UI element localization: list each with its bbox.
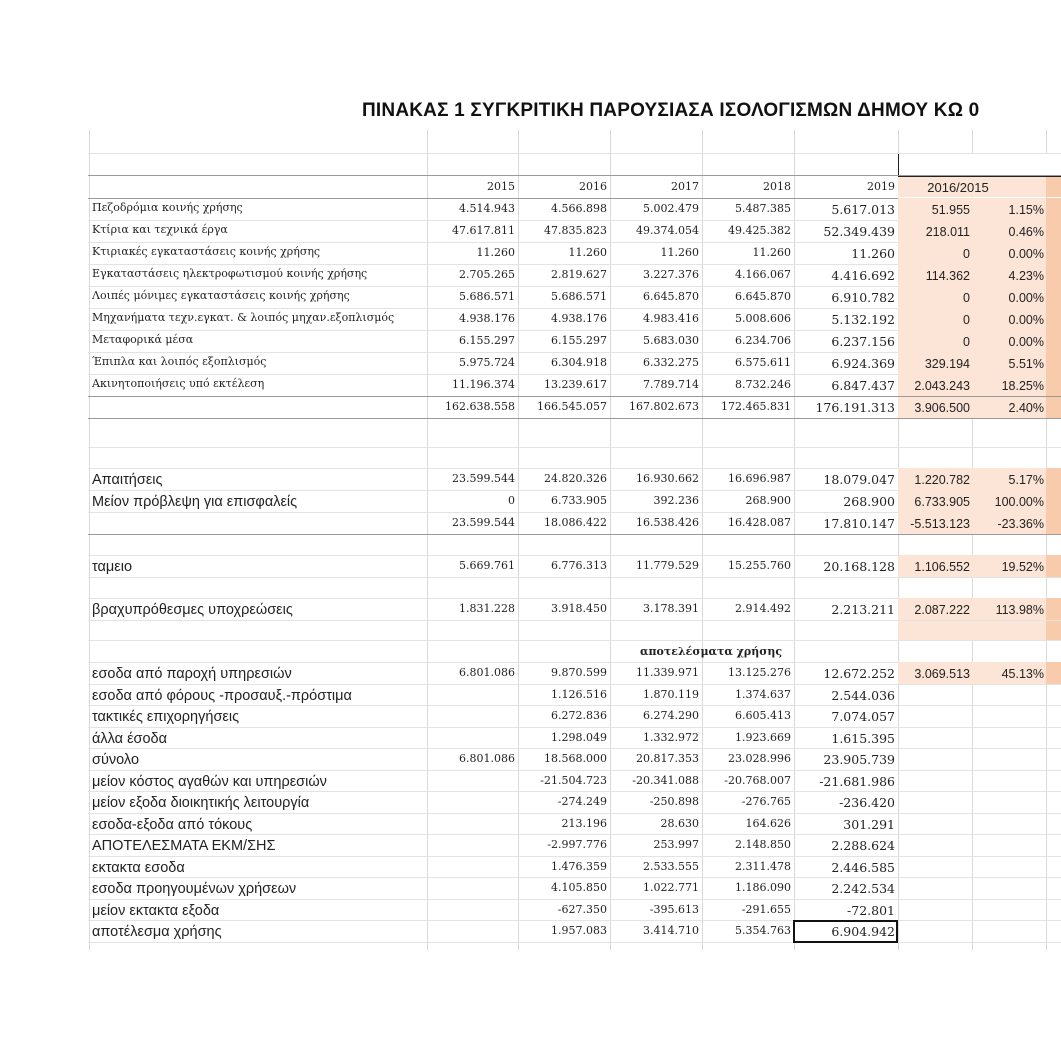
value-cell[interactable]: 8.732.246 [735,378,791,391]
value-cell[interactable]: 16.696.987 [728,472,791,485]
value-cell[interactable]: 2.533.555 [643,859,699,873]
row-label: Κτιριακές εγκαταστάσεις κοινής χρήσης [92,245,321,258]
year-header-2017: 2017 [671,180,699,193]
comparison-overflow-bg [1046,308,1061,330]
value-cell[interactable]: 28.630 [660,816,699,830]
value-cell[interactable]: 268.900 [843,494,895,509]
value-cell[interactable]: 6.575.611 [735,356,791,369]
value-cell[interactable]: 6.332.275 [643,356,699,369]
value-cell[interactable]: 6.801.086 [459,666,515,679]
comparison-header-box [898,153,1061,177]
row-label: σύνολο [92,752,140,768]
value-cell[interactable]: 3.178.391 [643,602,699,615]
comparison-overflow-bg [1046,598,1061,640]
value-cell[interactable]: 6.234.706 [735,334,791,347]
value-cell[interactable]: 1.374.637 [735,687,791,701]
diff-cell[interactable]: 51.955 [931,203,970,217]
value-cell[interactable]: 6.155.297 [459,334,515,347]
value-cell[interactable]: 2.914.492 [735,602,791,615]
comparison-overflow-bg [1046,396,1061,418]
value-cell[interactable]: 6.847.437 [831,378,895,393]
grid-hline [88,770,1061,771]
value-cell[interactable]: 2.446.585 [831,859,895,875]
pct-cell[interactable]: 5.17% [1008,473,1044,487]
value-cell[interactable]: 1.615.395 [831,730,895,746]
compare-header: 2016/2015 [927,180,989,195]
value-cell[interactable]: 11.260 [660,246,699,259]
value-cell[interactable]: 2.288.624 [831,838,895,853]
value-cell[interactable]: 11.260 [568,246,607,259]
value-cell[interactable]: 52.349.439 [823,224,895,239]
value-cell[interactable]: 6.910.782 [831,290,895,305]
value-cell[interactable]: 2.148.850 [735,838,791,851]
grid-hline [88,899,1061,900]
pct-cell[interactable]: 0.00% [1008,313,1044,327]
value-cell[interactable]: 11.339.971 [636,666,699,679]
row-label: Έπιπλα και λοιπός εξοπλισμός [92,355,267,368]
grid-hline [88,705,1061,706]
value-cell[interactable]: 15.255.760 [728,559,791,572]
value-cell[interactable]: 20.168.128 [823,559,895,574]
value-cell[interactable]: 11.779.529 [636,559,699,572]
value-cell[interactable]: -2.997.776 [547,838,607,851]
value-cell[interactable]: 18.568.000 [544,752,607,765]
value-cell[interactable]: 5.132.192 [831,312,895,327]
diff-cell[interactable]: 0 [963,313,970,327]
value-cell[interactable]: 2.213.211 [831,602,895,617]
value-cell[interactable]: 5.008.606 [735,312,791,325]
value-cell[interactable]: 47.835.823 [544,224,607,237]
comparison-overflow-bg [1046,286,1061,308]
row-label: Απαιτήσεις [92,472,163,488]
value-cell[interactable]: 3.918.450 [551,602,607,615]
comparison-overflow-bg [1046,374,1061,396]
value-cell[interactable]: 13.239.617 [544,378,607,391]
value-cell[interactable]: 164.626 [745,816,791,830]
grid-hline [88,447,1061,448]
diff-cell[interactable]: 6.733.905 [914,495,970,509]
comparison-overflow-bg [1046,490,1061,512]
grid-hline [88,418,1061,419]
diff-cell[interactable]: -5.513.123 [910,517,970,531]
grid-hline [88,942,1061,943]
grid-hline [88,534,1061,535]
value-cell[interactable]: -627.350 [557,902,607,916]
value-cell[interactable]: -20.341.088 [632,773,699,787]
pct-cell[interactable]: 0.46% [1008,225,1044,239]
value-cell[interactable]: 11.260 [476,246,515,259]
value-cell[interactable]: 23.599.544 [452,472,515,485]
pct-cell[interactable]: 0.00% [1008,247,1044,261]
comparison-overflow-bg [1046,352,1061,374]
diff-cell[interactable]: 0 [963,335,970,349]
value-cell[interactable]: -20.768.007 [724,773,791,787]
pct-cell[interactable]: 4.23% [1008,269,1044,283]
row-label: Μείον πρόβλεψη για επισφαλείς [92,494,298,510]
value-cell[interactable]: 23.599.544 [452,516,515,529]
section-results-label: αποτελέσματα χρήσης [640,645,783,658]
value-cell[interactable]: 6.274.290 [643,709,699,722]
value-cell[interactable]: -250.898 [649,795,699,808]
value-cell[interactable]: 16.930.662 [636,472,699,485]
comparison-overflow-bg [1046,264,1061,286]
year-header-2018: 2018 [763,180,791,193]
pct-cell[interactable]: 18.25% [1001,379,1044,393]
diff-cell[interactable]: 2.087.222 [914,603,970,617]
value-cell[interactable]: 2.311.478 [735,859,791,873]
value-cell[interactable]: 167.802.673 [629,400,699,413]
value-cell[interactable]: 17.810.147 [823,516,895,531]
value-cell[interactable]: 3.227.376 [643,268,699,281]
value-cell[interactable]: 1.126.516 [551,687,607,701]
value-cell[interactable]: 4.166.067 [735,268,791,281]
value-cell[interactable]: 13.125.276 [728,666,791,679]
grid-hline [88,920,1061,921]
value-cell[interactable]: -21.504.723 [540,773,607,787]
diff-cell[interactable]: 2.043.243 [914,379,970,393]
grid-hline [88,396,1061,397]
value-cell[interactable]: 23.905.739 [823,752,895,767]
value-cell[interactable]: 6.304.918 [551,356,607,369]
value-cell[interactable]: 4.105.850 [551,881,607,894]
grid-hline [88,640,1061,641]
value-cell[interactable]: 166.545.057 [537,400,607,413]
pct-cell[interactable]: 5.51% [1008,357,1044,371]
value-cell[interactable]: 20.817.353 [636,752,699,765]
grid-hline [88,856,1061,857]
value-cell[interactable]: 4.514.943 [459,202,515,215]
value-cell[interactable]: 7.074.057 [831,709,895,724]
row-label: Κτίρια και τεχνικά έργα [92,223,228,236]
value-cell[interactable]: 9.870.599 [551,666,607,679]
value-cell[interactable]: 253.997 [653,838,699,851]
diff-cell[interactable]: 3.069.513 [914,667,970,681]
diff-cell[interactable]: 329.194 [924,357,970,371]
value-cell[interactable]: 4.416.692 [831,268,895,283]
grid-hline [88,153,1061,154]
value-cell[interactable]: 301.291 [843,816,895,832]
row-label: τακτικές επιχορηγήσεις [92,709,240,725]
value-cell[interactable]: 6.155.297 [551,334,607,347]
comparison-overflow-bg [1046,198,1061,220]
comparison-overflow-bg [1046,330,1061,352]
year-header-2015: 2015 [487,180,515,193]
selected-cell[interactable] [793,920,898,943]
grid-hline [88,791,1061,792]
comparison-overflow-bg [1046,512,1061,534]
pct-cell[interactable]: 0.00% [1008,335,1044,349]
value-cell[interactable]: 1.957.083 [551,924,607,937]
grid-hline [88,748,1061,749]
value-cell[interactable]: -236.420 [839,795,895,810]
value-cell[interactable]: 5.975.724 [459,356,515,369]
value-cell[interactable]: 18.086.422 [544,516,607,529]
value-cell[interactable]: 6.645.870 [735,290,791,303]
value-cell[interactable]: 12.672.252 [823,666,895,681]
value-cell[interactable]: 4.938.176 [551,312,607,325]
value-cell[interactable]: -276.765 [741,795,791,808]
grid-hline [88,175,1061,176]
value-cell[interactable]: 47.617.811 [452,224,515,237]
value-cell[interactable]: 7.789.714 [643,378,699,391]
page-title: ΠΙΝΑΚΑΣ 1 ΣΥΓΚΡΙΤΙΚΗ ΠΑΡΟΥΣΙΑΣΑ ΙΣΟΛΟΓΙΣΜΩΝ ΔΗΜΟΥ ΚΩ 0 [362,100,980,121]
value-cell[interactable]: 5.617.013 [831,202,895,217]
value-cell[interactable]: -395.613 [649,902,699,916]
row-label: άλλα έσοδα [92,730,168,747]
value-cell[interactable]: 11.260 [851,246,895,261]
value-cell[interactable]: 392.236 [653,494,699,507]
value-cell[interactable]: 5.354.763 [735,924,791,937]
diff-cell[interactable]: 1.106.552 [914,560,970,574]
value-cell[interactable]: 213.196 [561,816,607,830]
comparison-overflow-bg [1046,662,1061,684]
value-cell[interactable]: 6.924.369 [831,356,895,371]
row-label: ΑΠΟΤΕΛΕΣΜΑΤΑ ΕΚΜ/ΣΗΣ [92,838,276,854]
value-cell[interactable]: 2.242.534 [831,881,895,896]
diff-cell[interactable]: 114.362 [925,269,970,283]
value-cell[interactable]: 18.079.047 [823,472,895,487]
value-cell[interactable]: 5.669.761 [459,559,515,572]
grid-hline [88,620,1061,621]
grid-hline [88,727,1061,728]
spreadsheet-grid[interactable] [62,130,1061,950]
grid-hline [88,877,1061,878]
diff-cell[interactable]: 3.906.500 [914,401,970,415]
row-label: Πεζοδρόμια κοινής χρήσης [92,201,243,214]
row-label: εσοδα-εξοδα από τόκους [92,816,253,833]
comparison-overflow-bg [1046,242,1061,264]
pct-cell[interactable]: 1.15% [1008,203,1044,217]
diff-cell[interactable]: 218.011 [925,225,970,239]
row-label: βραχυπρόθεσμες υποχρεώσεις [92,602,293,618]
diff-cell[interactable]: 0 [963,291,970,305]
value-cell[interactable]: 5.002.479 [643,202,699,215]
pct-cell[interactable]: 45.13% [1001,667,1044,681]
value-cell[interactable]: 172.465.831 [721,400,791,413]
value-cell[interactable]: 4.983.416 [643,312,699,325]
value-cell[interactable]: 2.819.627 [551,268,607,281]
value-cell[interactable]: 5.686.571 [459,290,515,303]
value-cell[interactable]: 268.900 [745,494,791,507]
grid-vline [89,130,90,950]
value-cell[interactable]: 162.638.558 [445,400,515,413]
value-cell[interactable]: 5.686.571 [551,290,607,303]
value-cell[interactable]: 1.923.669 [735,730,791,744]
row-label: Μηχανήματα τεχν.εγκατ. & λοιπός μηχαν.εξοπλισμός [92,311,395,324]
diff-cell[interactable]: 1.220.782 [914,473,970,487]
row-label: Λοιπές μόνιμες εγκαταστάσεις κοινής χρήσης [92,289,350,302]
grid-hline [88,577,1061,578]
row-label: εκτακτα εσοδα [92,859,185,876]
value-cell[interactable]: 49.425.382 [728,224,791,237]
pct-cell[interactable]: 0.00% [1008,291,1044,305]
row-label: εσοδα από φόρους -προσαυξ.-πρόστιμα [92,687,352,704]
value-cell[interactable]: 4.566.898 [551,202,607,215]
value-cell[interactable]: 6.776.313 [551,559,607,572]
value-cell[interactable]: 6.733.905 [551,494,607,507]
value-cell[interactable]: 1.870.119 [643,687,699,701]
row-label: εσοδα από παροχή υπηρεσιών [92,666,292,682]
grid-hline [88,813,1061,814]
value-cell[interactable]: 6.237.156 [831,334,895,349]
value-cell[interactable]: 11.196.374 [452,378,515,391]
value-cell[interactable]: 24.820.326 [544,472,607,485]
pct-cell[interactable]: 19.52% [1001,560,1044,574]
diff-cell[interactable]: 0 [963,247,970,261]
grid-hline [88,834,1061,835]
year-header-2016: 2016 [579,180,607,193]
value-cell[interactable]: 6.904.942 [831,924,895,939]
value-cell[interactable]: 1.298.049 [551,730,607,744]
row-label: Ακινητοποιήσεις υπό εκτέλεση [92,377,265,390]
value-cell[interactable]: 6.605.413 [735,709,791,722]
value-cell[interactable]: 11.260 [752,246,791,259]
value-cell[interactable]: 1.831.228 [459,602,515,615]
value-cell[interactable]: -274.249 [557,795,607,808]
year-header-2019: 2019 [867,180,895,193]
value-cell[interactable]: 5.683.030 [643,334,699,347]
value-cell[interactable]: 3.414.710 [643,924,699,937]
pct-cell[interactable]: -23.36% [997,517,1044,531]
comparison-overflow-bg [1046,220,1061,242]
row-label: μείον κόστος αγαθών και υπηρεσιών [92,773,327,790]
value-cell[interactable]: 1.476.359 [551,859,607,873]
pct-cell[interactable]: 100.00% [994,495,1044,509]
value-cell[interactable]: -21.681.986 [819,773,895,789]
comparison-overflow-bg [1046,468,1061,490]
value-cell[interactable]: 4.938.176 [459,312,515,325]
comparison-overflow-bg [1046,555,1061,577]
value-cell[interactable]: -72.801 [847,902,895,918]
value-cell[interactable]: -291.655 [741,902,791,916]
value-cell[interactable]: 6.801.086 [459,752,515,765]
grid-hline [88,684,1061,685]
pct-cell[interactable]: 113.98% [995,603,1044,617]
value-cell[interactable]: 0 [508,494,515,507]
value-cell[interactable]: 2.544.036 [831,687,895,703]
value-cell[interactable]: 176.191.313 [815,400,895,415]
value-cell[interactable]: 1.186.090 [735,881,791,894]
value-cell[interactable]: 6.645.870 [643,290,699,303]
value-cell[interactable]: 16.428.087 [728,516,791,529]
row-label: μείον εκτακτα εξοδα [92,902,220,919]
row-label: Εγκαταστάσεις ηλεκτροφωτισμού κοινής χρήσης [92,267,368,280]
value-cell[interactable]: 16.538.426 [636,516,699,529]
value-cell[interactable]: 23.028.996 [728,752,791,765]
row-label: Μεταφορικά μέσα [92,333,194,346]
pct-cell[interactable]: 2.40% [1008,401,1044,415]
value-cell[interactable]: 1.022.771 [643,881,699,894]
value-cell[interactable]: 2.705.265 [459,268,515,281]
row-label: μείον εξοδα διοικητικής λειτουργία [92,795,310,811]
value-cell[interactable]: 49.374.054 [636,224,699,237]
row-label: ταμειο [92,559,133,575]
value-cell[interactable]: 5.487.385 [735,202,791,215]
row-label: εσοδα προηγουμένων χρήσεων [92,881,297,897]
value-cell[interactable]: 1.332.972 [643,730,699,744]
row-label: αποτέλεσμα χρήσης [92,924,222,940]
value-cell[interactable]: 6.272.836 [551,709,607,722]
